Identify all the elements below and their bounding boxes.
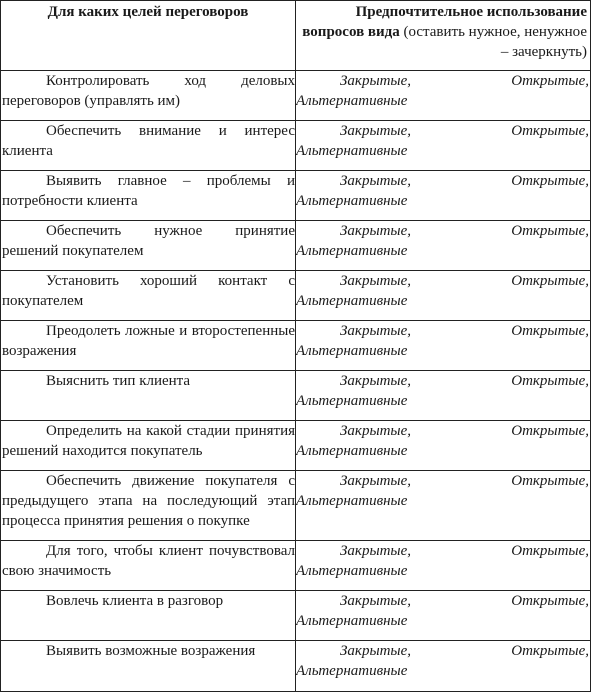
option-alternative[interactable]: Альтернативные [296, 663, 408, 679]
option-closed[interactable]: Закрытые, [340, 423, 412, 439]
question-type-cell[interactable] [296, 121, 591, 171]
table-row [1, 641, 591, 692]
question-type-cell[interactable] [296, 471, 591, 541]
question-type-line [296, 421, 590, 441]
goal-cell: Установить хороший контакт с покупателем [1, 271, 296, 321]
question-type-line [296, 321, 590, 341]
question-type-cell[interactable] [296, 541, 591, 591]
option-closed[interactable]: Закрытые, [340, 273, 412, 289]
question-type-cell[interactable] [296, 171, 591, 221]
table-row [1, 541, 591, 591]
option-open[interactable]: Открытые, [511, 643, 589, 659]
table-row [1, 471, 591, 541]
question-type-line [296, 221, 590, 241]
question-type-cell[interactable] [296, 641, 591, 692]
option-alternative[interactable]: Альтернативные [296, 493, 408, 509]
question-type-cell[interactable] [296, 271, 591, 321]
option-closed[interactable]: Закрытые, [340, 593, 412, 609]
option-closed[interactable]: Закрытые, [340, 123, 412, 139]
option-alternative[interactable]: Альтернативные [296, 443, 408, 459]
goal-cell: Обеспечить нужное принятие решений покупателем [1, 221, 296, 271]
option-closed[interactable]: Закрытые, [340, 543, 412, 559]
table-row [1, 221, 591, 271]
option-closed[interactable]: Закрытые, [340, 373, 412, 389]
question-type-line [296, 641, 590, 661]
question-type-line [296, 541, 590, 561]
option-closed[interactable]: Закрытые, [340, 73, 412, 89]
header-goals: Для каких целей переговоров [1, 1, 296, 71]
option-alternative[interactable]: Альтернативные [296, 343, 408, 359]
option-open[interactable]: Открытые, [511, 373, 589, 389]
question-type-line [296, 271, 590, 291]
table-row [1, 71, 591, 121]
question-type-cell[interactable] [296, 221, 591, 271]
option-closed[interactable]: Закрытые, [340, 643, 412, 659]
goal-cell: Выявить возможные возражения [1, 641, 296, 692]
option-closed[interactable]: Закрытые, [340, 323, 412, 339]
option-open[interactable]: Открытые, [511, 593, 589, 609]
option-closed[interactable]: Закрытые, [340, 473, 412, 489]
table-row [1, 121, 591, 171]
option-open[interactable]: Открытые, [511, 173, 589, 189]
table-row [1, 421, 591, 471]
option-alternative[interactable]: Альтернативные [296, 143, 408, 159]
question-type-line [296, 71, 590, 91]
option-open[interactable]: Открытые, [511, 273, 589, 289]
option-open[interactable]: Открытые, [511, 473, 589, 489]
goal-cell: Вовлечь клиента в разговор [1, 591, 296, 641]
question-type-line [296, 471, 590, 491]
question-type-line [296, 121, 590, 141]
option-open[interactable]: Открытые, [511, 223, 589, 239]
table-row [1, 591, 591, 641]
question-type-line [296, 171, 590, 191]
goal-cell: Выяснить тип клиента [1, 371, 296, 421]
table-header-row [1, 1, 591, 71]
goal-cell: Преодолеть ложные и второстепенные возражения [1, 321, 296, 371]
table-row [1, 321, 591, 371]
option-closed[interactable]: Закрытые, [340, 173, 412, 189]
table-row [1, 371, 591, 421]
goal-cell: Выявить главное – проблемы и потребности клиента [1, 171, 296, 221]
table-row [1, 271, 591, 321]
option-open[interactable]: Открытые, [511, 423, 589, 439]
header-question-type-bold: Предпочтительное использование вопросов вида [302, 4, 587, 40]
goal-cell: Обеспечить движение покупателя с предыдущего этапа на последующий этап процесса принятия решения о покупке [1, 471, 296, 541]
option-alternative[interactable]: Альтернативные [296, 93, 408, 109]
option-alternative[interactable]: Альтернативные [296, 243, 408, 259]
header-question-type-note: (оставить нужное, ненужное – зачеркнуть) [399, 24, 587, 60]
goal-cell: Для того, чтобы клиент почувствовал свою значимость [1, 541, 296, 591]
option-alternative[interactable]: Альтернативные [296, 193, 408, 209]
option-alternative[interactable]: Альтернативные [296, 613, 408, 629]
table-body [1, 71, 591, 692]
option-open[interactable]: Открытые, [511, 323, 589, 339]
option-open[interactable]: Открытые, [511, 123, 589, 139]
option-alternative[interactable]: Альтернативные [296, 563, 408, 579]
option-open[interactable]: Открытые, [511, 73, 589, 89]
option-open[interactable]: Открытые, [511, 543, 589, 559]
option-alternative[interactable]: Альтернативные [296, 293, 408, 309]
goal-cell: Определить на какой стадии принятия решений находится покупатель [1, 421, 296, 471]
header-question-type [296, 1, 591, 71]
question-type-cell[interactable] [296, 421, 591, 471]
question-type-line [296, 591, 590, 611]
goal-cell: Контролировать ход деловых переговоров (управлять им) [1, 71, 296, 121]
question-type-line [296, 371, 590, 391]
option-alternative[interactable]: Альтернативные [296, 393, 408, 409]
option-closed[interactable]: Закрытые, [340, 223, 412, 239]
question-type-cell[interactable] [296, 321, 591, 371]
question-type-cell[interactable] [296, 71, 591, 121]
question-type-cell[interactable] [296, 371, 591, 421]
goal-cell: Обеспечить внимание и интерес клиента [1, 121, 296, 171]
question-type-cell[interactable] [296, 591, 591, 641]
table-row [1, 171, 591, 221]
